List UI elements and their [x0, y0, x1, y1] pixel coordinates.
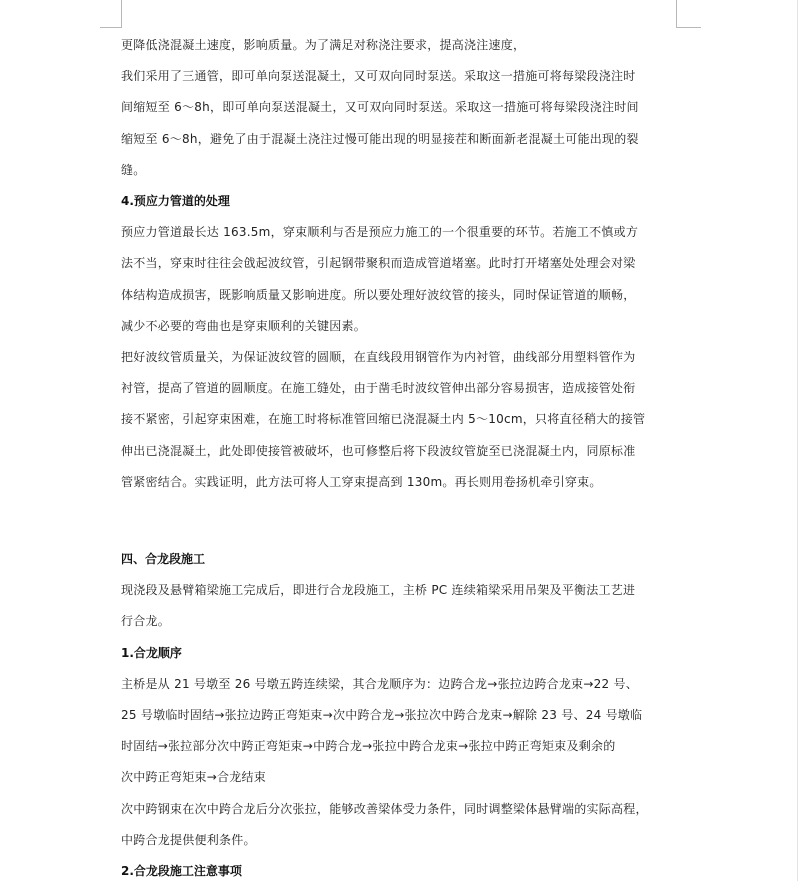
body-line: 缩短至 6～8h，避免了由于混凝土浇注过慢可能出现的明显接茬和断面新老混凝土可能出现的裂 — [121, 131, 639, 146]
body-line: 主桥是从 21 号墩至 26 号墩五跨连续梁，其合龙顺序为：边跨合龙→张拉边跨合龙束→22 号、 — [121, 676, 638, 691]
body-line: 体结构造成损害，既影响质量又影响进度。所以要处理好波纹管的接头，同时保证管道的顺畅， — [121, 287, 636, 302]
body-line: 接不紧密，引起穿束困难，在施工时将标准管回缩已浇混凝土内 5～10cm，只将直径稍大的接管 — [121, 412, 646, 427]
body-line: 管紧密结合。实践证明，此方法可将人工穿束提高到 130m。再长则用卷扬机牵引穿束。 — [121, 474, 602, 489]
body-line: 我们采用了三通管，即可单向泵送混凝土，又可双向同时泵送。采取这一措施可将每梁段浇注时 — [121, 69, 636, 84]
section-heading-closure: 四、合龙段施工 — [121, 552, 206, 567]
subheading-closure-notes: 2.合龙段施工注意事项 — [121, 864, 242, 879]
body-line: 次中跨正弯矩束→合龙结束 — [121, 770, 267, 785]
body-line: 伸出已浇混凝土，此处即使接管被破坏，也可修整后将下段波纹管旋至已浇混凝土内，同原标准 — [121, 443, 636, 458]
body-line: 间缩短至 6～8h，即可单向泵送混凝土，又可双向同时泵送。采取这一措施可将每梁段浇注时间 — [121, 100, 639, 115]
crop-mark-top-right — [676, 0, 701, 28]
body-line: 把好波纹管质量关，为保证波纹管的圆顺，在直线段用钢管作为内衬管，曲线部分用塑料管作为 — [121, 350, 636, 365]
body-line: 25 号墩临时固结→张拉边跨正弯矩束→次中跨合龙→张拉次中跨合龙束→解除 23 号、24 号墩临 — [121, 708, 643, 723]
section-gap — [121, 498, 681, 544]
body-line: 现浇段及悬臂箱梁施工完成后，即进行合龙段施工，主桥 PC 连续箱梁采用吊架及平衡法工艺进 — [121, 583, 636, 598]
body-line: 次中跨钢束在次中跨合龙后分次张拉，能够改善梁体受力条件，同时调整梁体悬臂端的实际高程， — [121, 801, 648, 816]
body-line: 法不当，穿束时往往会戗起波纹管，引起钢带聚积而造成管道堵塞。此时打开堵塞处处理会对梁 — [121, 256, 636, 271]
body-line: 衬管，提高了管道的圆顺度。在施工缝处，由于凿毛时波纹管伸出部分容易损害，造成接管处衔 — [121, 381, 636, 396]
body-line: 行合龙。 — [121, 614, 171, 629]
subheading-prestress-duct: 4.预应力管道的处理 — [121, 194, 230, 209]
body-line: 缝。 — [121, 162, 146, 177]
body-line: 减少不必要的弯曲也是穿束顺利的关键因素。 — [121, 318, 367, 333]
body-line: 时固结→张拉部分次中跨正弯矩束→中跨合龙→张拉中跨合龙束→张拉中跨正弯矩束及剩余的 — [121, 739, 616, 754]
body-line: 预应力管道最长达 163.5m，穿束顺利与否是预应力施工的一个很重要的环节。若施工不慎或方 — [121, 225, 639, 240]
subheading-closure-order: 1.合龙顺序 — [121, 645, 182, 660]
body-line: 更降低浇混凝土速度，影响质量。为了满足对称浇注要求，提高浇注速度， — [121, 38, 526, 52]
body-line: 中跨合龙提供便利条件。 — [121, 832, 256, 847]
page-body — [121, 30, 681, 887]
crop-mark-top-left — [100, 0, 122, 28]
